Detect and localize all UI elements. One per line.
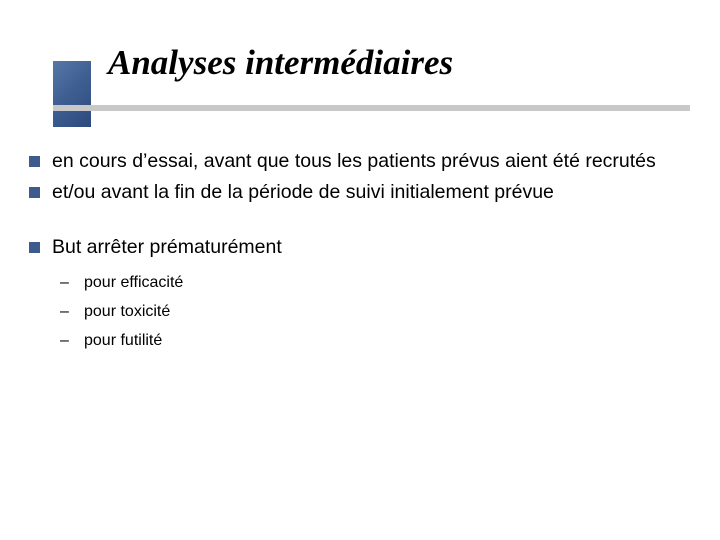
bullet-item: [29, 178, 699, 206]
dash-marker: –: [60, 332, 69, 349]
decorative-square: [53, 61, 91, 127]
dash-marker: –: [60, 303, 69, 320]
bullet-item: [29, 147, 699, 175]
sub-bullet-text: pour efficacité: [84, 274, 184, 291]
sub-bullet-text: pour futilité: [84, 332, 163, 349]
square-bullet-icon: [29, 242, 40, 253]
sub-bullet-item: [52, 326, 699, 355]
bullet-text: en cours d’essai, avant que tous les patients prévus aient été recrutés: [52, 150, 656, 172]
title-underline-rule: [53, 105, 690, 111]
square-bullet-icon: [29, 187, 40, 198]
bullet-list: [29, 147, 699, 355]
sub-bullet-list: [52, 268, 699, 355]
square-bullet-icon: [29, 156, 40, 167]
slide-title: Analyses intermédiaires: [108, 43, 454, 82]
dash-marker: –: [60, 274, 69, 291]
sub-bullet-item: [52, 297, 699, 326]
sub-bullet-text: pour toxicité: [84, 303, 171, 320]
bullet-text: But arrêter prématurément: [52, 236, 282, 258]
sub-bullet-item: [52, 268, 699, 297]
bullet-text: et/ou avant la fin de la période de suivi initialement prévue: [52, 181, 554, 203]
bullet-item: [29, 233, 699, 355]
